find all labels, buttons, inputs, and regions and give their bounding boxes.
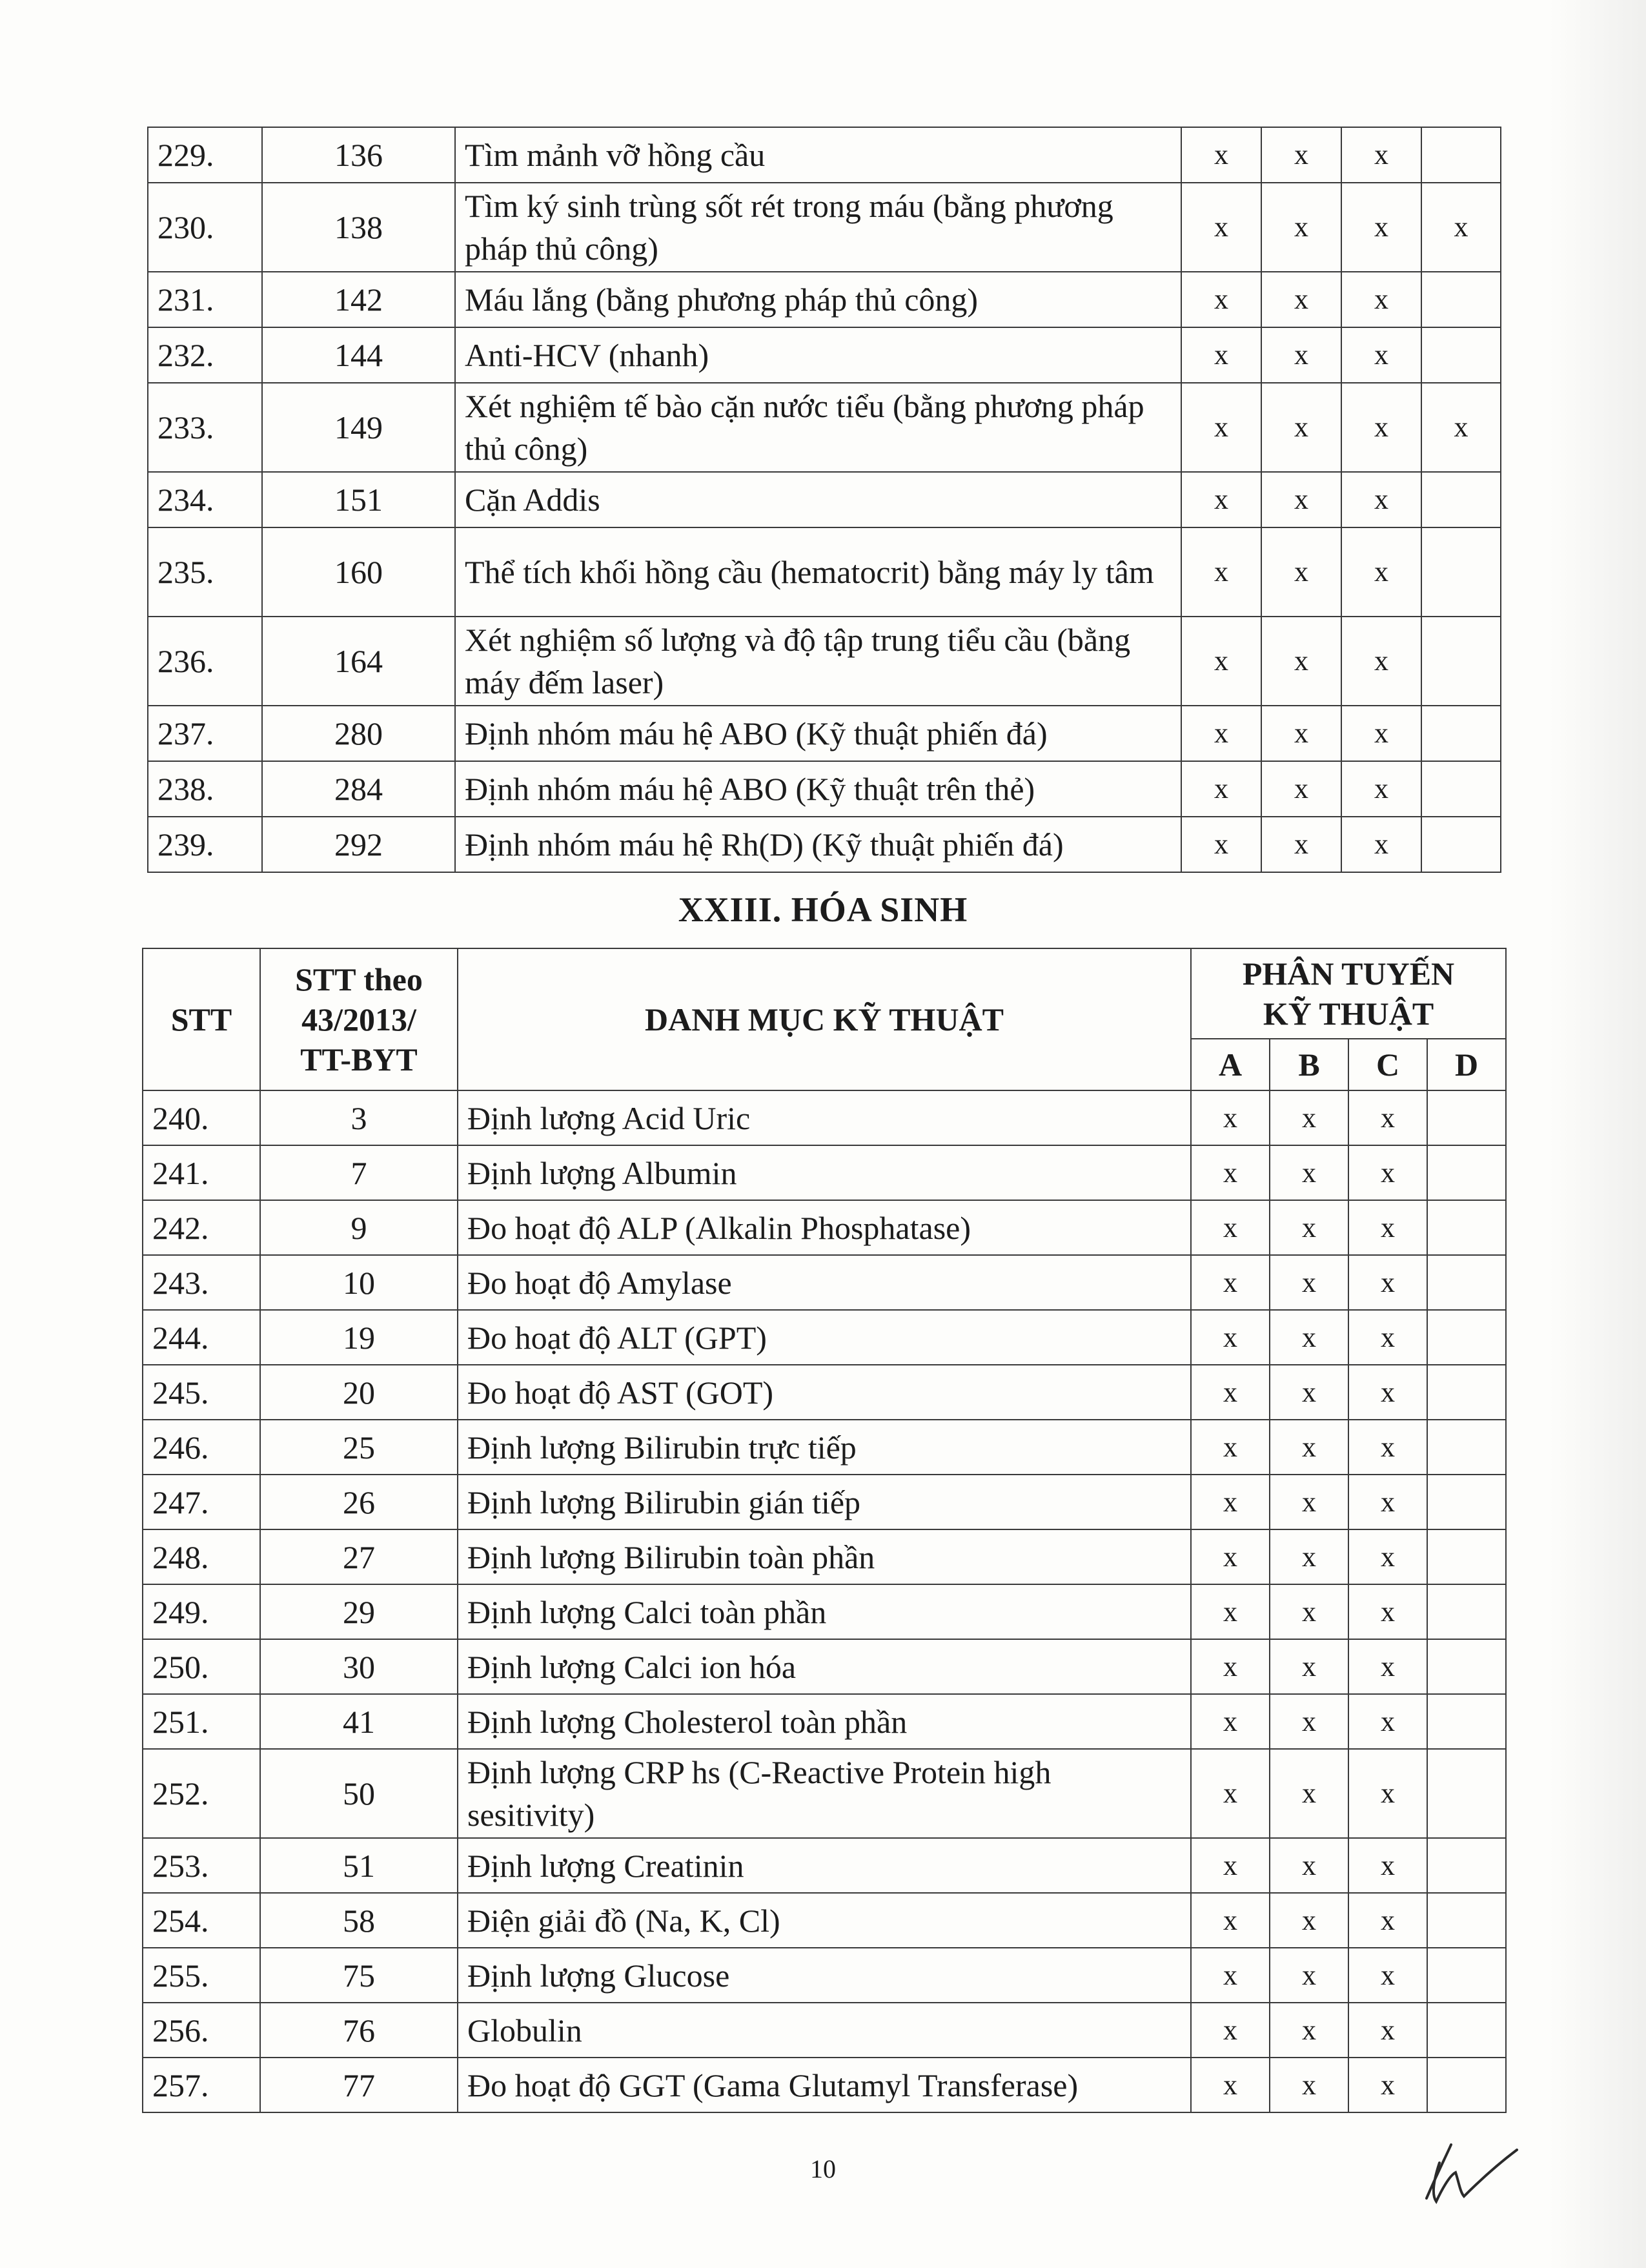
row-stt: 244. <box>143 1310 260 1365</box>
row-level-b: x <box>1261 472 1341 527</box>
row-level-b: x <box>1270 1694 1348 1749</box>
row-level-a: x <box>1191 1694 1270 1749</box>
header-group-line1: PHÂN TUYẾN <box>1242 955 1455 992</box>
row-level-c: x <box>1348 1475 1427 1529</box>
row-level-d <box>1427 1529 1506 1584</box>
table-row <box>143 1420 1506 1475</box>
row-stt: 242. <box>143 1200 260 1255</box>
row-technique-name: Định lượng Calci ion hóa <box>458 1639 1191 1694</box>
row-level-a: x <box>1181 527 1261 617</box>
row-level-a: x <box>1191 1090 1270 1145</box>
row-reference-code: 160 <box>262 527 455 617</box>
row-level-d <box>1421 327 1501 383</box>
row-level-b: x <box>1270 1365 1348 1420</box>
row-level-d <box>1421 127 1501 183</box>
row-level-b: x <box>1270 1475 1348 1529</box>
row-technique-name: Định lượng Cholesterol toàn phần <box>458 1694 1191 1749</box>
row-reference-code: 50 <box>260 1749 458 1838</box>
row-level-b: x <box>1261 761 1341 817</box>
row-level-c: x <box>1348 1893 1427 1948</box>
table-row <box>143 1584 1506 1639</box>
row-reference-code: 144 <box>262 327 455 383</box>
row-stt: 248. <box>143 1529 260 1584</box>
row-level-a: x <box>1191 1838 1270 1893</box>
row-reference-code: 75 <box>260 1948 458 2003</box>
row-reference-code: 136 <box>262 127 455 183</box>
row-reference-code: 76 <box>260 2003 458 2058</box>
header-group-line2: KỸ THUẬT <box>1263 996 1434 1032</box>
table-row <box>143 1365 1506 1420</box>
row-technique-name: Xét nghiệm tế bào cặn nước tiểu (bằng phương pháp thủ công) <box>455 383 1181 472</box>
row-technique-name: Định nhóm máu hệ Rh(D) (Kỹ thuật phiến đá) <box>455 817 1181 872</box>
technique-table-continued <box>147 127 1501 873</box>
row-technique-name: Định lượng Acid Uric <box>458 1090 1191 1145</box>
row-level-a: x <box>1181 706 1261 761</box>
row-level-b: x <box>1261 272 1341 327</box>
table-row <box>143 1639 1506 1694</box>
row-technique-name: Globulin <box>458 2003 1191 2058</box>
row-level-c: x <box>1348 1200 1427 1255</box>
table-row <box>143 1255 1506 1310</box>
row-level-c: x <box>1341 761 1421 817</box>
row-stt: 234. <box>148 472 262 527</box>
row-level-b: x <box>1270 1838 1348 1893</box>
row-technique-name: Định lượng Glucose <box>458 1948 1191 2003</box>
row-level-b: x <box>1261 327 1341 383</box>
row-level-b: x <box>1270 1639 1348 1694</box>
table-row <box>148 617 1501 706</box>
row-technique-name: Anti-HCV (nhanh) <box>455 327 1181 383</box>
row-technique-name: Đo hoạt độ Amylase <box>458 1255 1191 1310</box>
row-level-b: x <box>1270 1749 1348 1838</box>
row-reference-code: 138 <box>262 183 455 272</box>
row-level-a: x <box>1191 1145 1270 1200</box>
row-level-b: x <box>1270 2003 1348 2058</box>
row-level-d <box>1421 272 1501 327</box>
row-level-a: x <box>1191 1893 1270 1948</box>
row-level-c: x <box>1348 1584 1427 1639</box>
row-stt: 237. <box>148 706 262 761</box>
row-level-c: x <box>1341 817 1421 872</box>
row-level-b: x <box>1261 706 1341 761</box>
row-level-b: x <box>1270 1893 1348 1948</box>
row-stt: 243. <box>143 1255 260 1310</box>
table-row <box>148 472 1501 527</box>
row-level-d <box>1427 1145 1506 1200</box>
table-row <box>148 327 1501 383</box>
row-level-d <box>1421 706 1501 761</box>
row-level-c: x <box>1348 1090 1427 1145</box>
row-level-d <box>1427 1090 1506 1145</box>
row-level-c: x <box>1348 1639 1427 1694</box>
header-reference-code <box>260 948 458 1090</box>
row-stt: 230. <box>148 183 262 272</box>
row-level-b: x <box>1261 527 1341 617</box>
header-code-line1: STT theo <box>295 961 423 997</box>
row-level-a: x <box>1191 1639 1270 1694</box>
header-code-line3: TT-BYT <box>300 1041 418 1078</box>
row-stt: 232. <box>148 327 262 383</box>
row-technique-name: Định nhóm máu hệ ABO (Kỹ thuật phiến đá) <box>455 706 1181 761</box>
row-level-c: x <box>1348 1749 1427 1838</box>
row-level-c: x <box>1341 127 1421 183</box>
row-level-c: x <box>1348 2058 1427 2112</box>
row-technique-name: Định lượng CRP hs (C-Reactive Protein high sesitivity) <box>458 1749 1191 1838</box>
row-stt: 247. <box>143 1475 260 1529</box>
row-level-a: x <box>1181 272 1261 327</box>
row-level-c: x <box>1348 1145 1427 1200</box>
row-level-d <box>1427 1584 1506 1639</box>
row-level-d <box>1427 1893 1506 1948</box>
row-stt: 239. <box>148 817 262 872</box>
row-reference-code: 25 <box>260 1420 458 1475</box>
row-reference-code: 3 <box>260 1090 458 1145</box>
row-technique-name: Định nhóm máu hệ ABO (Kỹ thuật trên thẻ) <box>455 761 1181 817</box>
row-stt: 246. <box>143 1420 260 1475</box>
row-level-b: x <box>1270 1420 1348 1475</box>
row-level-c: x <box>1348 1529 1427 1584</box>
row-stt: 254. <box>143 1893 260 1948</box>
table-row <box>143 2003 1506 2058</box>
row-level-b: x <box>1270 1584 1348 1639</box>
page-number: 10 <box>810 2154 836 2183</box>
row-stt: 235. <box>148 527 262 617</box>
row-technique-name: Định lượng Albumin <box>458 1145 1191 1200</box>
row-technique-name: Tìm mảnh vỡ hồng cầu <box>455 127 1181 183</box>
row-level-c: x <box>1341 272 1421 327</box>
table-row <box>143 1475 1506 1529</box>
row-technique-name: Đo hoạt độ ALT (GPT) <box>458 1310 1191 1365</box>
row-stt: 238. <box>148 761 262 817</box>
row-level-d <box>1421 817 1501 872</box>
table-row <box>148 706 1501 761</box>
row-level-b: x <box>1261 183 1341 272</box>
row-stt: 251. <box>143 1694 260 1749</box>
table-row <box>143 1310 1506 1365</box>
row-level-c: x <box>1348 1948 1427 2003</box>
table-row <box>148 127 1501 183</box>
row-stt: 253. <box>143 1838 260 1893</box>
row-stt: 250. <box>143 1639 260 1694</box>
table-row <box>143 1529 1506 1584</box>
row-level-b: x <box>1270 1145 1348 1200</box>
header-technique-list: DANH MỤC KỸ THUẬT <box>458 948 1191 1090</box>
row-level-b: x <box>1261 817 1341 872</box>
row-level-a: x <box>1191 1584 1270 1639</box>
row-level-d <box>1427 1694 1506 1749</box>
row-level-c: x <box>1341 527 1421 617</box>
header-level-group <box>1191 948 1506 1039</box>
row-technique-name: Đo hoạt độ AST (GOT) <box>458 1365 1191 1420</box>
header-code-line2: 43/2013/ <box>301 1001 416 1037</box>
row-reference-code: 27 <box>260 1529 458 1584</box>
row-stt: 240. <box>143 1090 260 1145</box>
row-technique-name: Định lượng Creatinin <box>458 1838 1191 1893</box>
table-row <box>143 1090 1506 1145</box>
row-level-b: x <box>1270 1310 1348 1365</box>
row-level-b: x <box>1261 383 1341 472</box>
row-level-d <box>1421 527 1501 617</box>
table-row <box>143 1893 1506 1948</box>
row-level-a: x <box>1191 1529 1270 1584</box>
row-level-b: x <box>1270 1090 1348 1145</box>
row-level-a: x <box>1181 761 1261 817</box>
row-level-a: x <box>1191 1948 1270 2003</box>
row-technique-name: Xét nghiệm số lượng và độ tập trung tiểu cầu (bằng máy đếm laser) <box>455 617 1181 706</box>
row-level-a: x <box>1191 1200 1270 1255</box>
section-title: XXIII. HÓA SINH <box>678 890 968 929</box>
table-row <box>148 817 1501 872</box>
row-reference-code: 151 <box>262 472 455 527</box>
row-technique-name: Đo hoạt độ GGT (Gama Glutamyl Transferase) <box>458 2058 1191 2112</box>
row-level-a: x <box>1191 1255 1270 1310</box>
row-level-c: x <box>1348 1310 1427 1365</box>
row-stt: 257. <box>143 2058 260 2112</box>
row-reference-code: 30 <box>260 1639 458 1694</box>
row-level-c: x <box>1341 327 1421 383</box>
table-row <box>143 2058 1506 2112</box>
row-level-a: x <box>1181 183 1261 272</box>
row-level-d <box>1427 1838 1506 1893</box>
row-reference-code: 284 <box>262 761 455 817</box>
row-stt: 249. <box>143 1584 260 1639</box>
row-reference-code: 20 <box>260 1365 458 1420</box>
row-reference-code: 10 <box>260 1255 458 1310</box>
row-level-d <box>1421 761 1501 817</box>
row-level-c: x <box>1348 1365 1427 1420</box>
row-level-b: x <box>1261 127 1341 183</box>
table-row <box>143 1694 1506 1749</box>
row-level-a: x <box>1181 327 1261 383</box>
row-level-b: x <box>1270 1200 1348 1255</box>
table-row <box>143 1749 1506 1838</box>
row-stt: 233. <box>148 383 262 472</box>
row-level-b: x <box>1270 2058 1348 2112</box>
row-level-d: x <box>1421 383 1501 472</box>
table-row <box>148 272 1501 327</box>
row-reference-code: 29 <box>260 1584 458 1639</box>
header-level-d: D <box>1427 1039 1506 1090</box>
header-stt: STT <box>143 948 260 1090</box>
row-technique-name: Định lượng Calci toàn phần <box>458 1584 1191 1639</box>
header-level-a: A <box>1191 1039 1270 1090</box>
row-reference-code: 280 <box>262 706 455 761</box>
row-level-d <box>1427 1749 1506 1838</box>
row-level-d <box>1427 1200 1506 1255</box>
row-reference-code: 292 <box>262 817 455 872</box>
row-stt: 256. <box>143 2003 260 2058</box>
page-edge-shadow <box>1549 0 1646 2268</box>
row-technique-name: Thể tích khối hồng cầu (hematocrit) bằng máy ly tâm <box>455 527 1181 617</box>
row-technique-name: Điện giải đồ (Na, K, Cl) <box>458 1893 1191 1948</box>
row-technique-name: Cặn Addis <box>455 472 1181 527</box>
row-level-a: x <box>1191 1310 1270 1365</box>
row-level-a: x <box>1191 2058 1270 2112</box>
table-row <box>148 383 1501 472</box>
row-level-d <box>1427 1475 1506 1529</box>
row-level-c: x <box>1348 2003 1427 2058</box>
row-level-a: x <box>1181 127 1261 183</box>
row-technique-name: Định lượng Bilirubin trực tiếp <box>458 1420 1191 1475</box>
row-level-d <box>1427 1365 1506 1420</box>
row-level-c: x <box>1341 183 1421 272</box>
row-stt: 245. <box>143 1365 260 1420</box>
row-level-d <box>1427 2003 1506 2058</box>
row-stt: 241. <box>143 1145 260 1200</box>
row-stt: 236. <box>148 617 262 706</box>
row-level-d <box>1427 2058 1506 2112</box>
row-level-d: x <box>1421 183 1501 272</box>
row-level-d <box>1427 1310 1506 1365</box>
row-level-a: x <box>1191 2003 1270 2058</box>
row-technique-name: Máu lắng (bằng phương pháp thủ công) <box>455 272 1181 327</box>
row-level-c: x <box>1341 617 1421 706</box>
table-row <box>143 1145 1506 1200</box>
row-level-d <box>1427 1948 1506 2003</box>
row-level-c: x <box>1341 706 1421 761</box>
row-level-b: x <box>1261 617 1341 706</box>
row-level-a: x <box>1181 817 1261 872</box>
header-level-c: C <box>1348 1039 1427 1090</box>
row-level-c: x <box>1341 472 1421 527</box>
row-level-b: x <box>1270 1255 1348 1310</box>
row-level-d <box>1421 617 1501 706</box>
row-level-a: x <box>1191 1475 1270 1529</box>
row-level-d <box>1427 1255 1506 1310</box>
row-technique-name: Tìm ký sinh trùng sốt rét trong máu (bằng phương pháp thủ công) <box>455 183 1181 272</box>
row-level-d <box>1421 472 1501 527</box>
row-reference-code: 142 <box>262 272 455 327</box>
table-row <box>143 1200 1506 1255</box>
row-reference-code: 41 <box>260 1694 458 1749</box>
row-reference-code: 149 <box>262 383 455 472</box>
row-level-a: x <box>1191 1365 1270 1420</box>
row-level-a: x <box>1181 617 1261 706</box>
row-level-c: x <box>1341 383 1421 472</box>
row-level-a: x <box>1191 1420 1270 1475</box>
row-stt: 231. <box>148 272 262 327</box>
table-row <box>143 1838 1506 1893</box>
row-level-c: x <box>1348 1420 1427 1475</box>
row-reference-code: 58 <box>260 1893 458 1948</box>
table-row <box>148 761 1501 817</box>
row-stt: 255. <box>143 1948 260 2003</box>
table-row <box>148 527 1501 617</box>
row-technique-name: Định lượng Bilirubin toàn phần <box>458 1529 1191 1584</box>
row-level-c: x <box>1348 1838 1427 1893</box>
row-reference-code: 19 <box>260 1310 458 1365</box>
row-stt: 229. <box>148 127 262 183</box>
row-reference-code: 9 <box>260 1200 458 1255</box>
row-reference-code: 164 <box>262 617 455 706</box>
handwritten-signature-icon <box>1401 2137 1530 2208</box>
biochemistry-table <box>142 948 1507 2113</box>
row-level-b: x <box>1270 1529 1348 1584</box>
row-level-c: x <box>1348 1694 1427 1749</box>
row-technique-name: Đo hoạt độ ALP (Alkalin Phosphatase) <box>458 1200 1191 1255</box>
row-reference-code: 7 <box>260 1145 458 1200</box>
row-level-a: x <box>1181 472 1261 527</box>
table-row <box>148 183 1501 272</box>
row-reference-code: 77 <box>260 2058 458 2112</box>
row-technique-name: Định lượng Bilirubin gián tiếp <box>458 1475 1191 1529</box>
header-level-b: B <box>1270 1039 1348 1090</box>
row-level-b: x <box>1270 1948 1348 2003</box>
row-reference-code: 26 <box>260 1475 458 1529</box>
row-level-d <box>1427 1639 1506 1694</box>
row-stt: 252. <box>143 1749 260 1838</box>
row-level-a: x <box>1191 1749 1270 1838</box>
row-level-c: x <box>1348 1255 1427 1310</box>
row-level-d <box>1427 1420 1506 1475</box>
row-level-a: x <box>1181 383 1261 472</box>
table-row <box>143 1948 1506 2003</box>
row-reference-code: 51 <box>260 1838 458 1893</box>
